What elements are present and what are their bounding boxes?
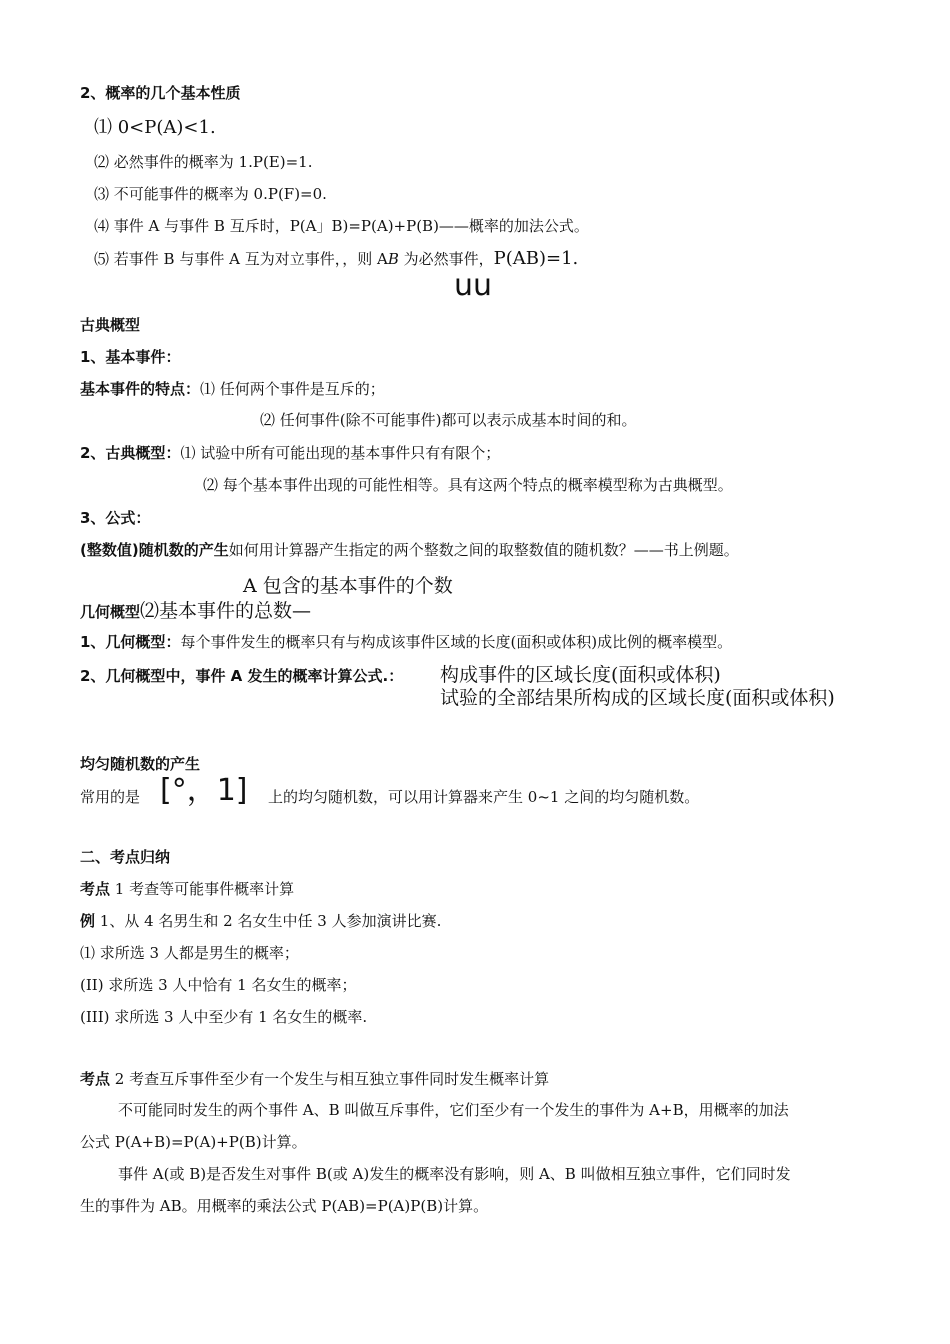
property-4: ⑷ 事件 A 与事件 B 互斥时，P(A」B)=P(A)+P(B)——概率的加法公式。	[94, 217, 589, 235]
geometric-title-line	[80, 600, 311, 623]
topic-1-label: 考点	[80, 880, 111, 898]
topic-2-label: 考点	[80, 1070, 111, 1088]
paragraph-1-line-1: 不可能同时发生的两个事件 A、B 叫做互斥事件，它们至少有一个发生的事件为 A+B，用概率的加法	[118, 1101, 789, 1119]
section-title-properties: 2、概率的几个基本性质	[80, 84, 241, 102]
example-1-label: 例	[80, 912, 96, 930]
question-2: (II) 求所选 3 人中恰有 1 名女生的概率；	[80, 976, 357, 994]
geometric-title: 几何概型	[80, 603, 141, 621]
property-5-italic-b: B	[387, 250, 399, 268]
geometric-formula-label: 2、几何概型中，事件 A 发生的概率计算公式.：	[80, 667, 404, 685]
geometric-def-text: 每个事件发生的概率只有与构成该事件区域的长度(面积或体积)成比例的概率模型。	[180, 633, 733, 651]
classical-model-def	[80, 443, 500, 463]
topic-2-text: 2 考查互斥事件至少有一个发生与相互独立事件同时发生概率计算	[110, 1070, 550, 1088]
classical-formula-numerator: A 包含的基本事件的个数	[243, 575, 453, 597]
classical-cond-1: ⑴ 试验中所有可能出现的基本事件只有有限个；	[180, 444, 501, 462]
geometric-definition	[80, 632, 732, 652]
uniform-text-a: 常用的是	[80, 788, 141, 806]
geometric-formula-numerator: 构成事件的区域长度(面积或体积)	[440, 664, 721, 686]
geometric-def-label: 1、几何概型：	[80, 633, 181, 651]
uniform-interval: [°，1]	[160, 773, 248, 808]
random-integer-label: (整数值)随机数的产生	[80, 541, 229, 559]
classical-cond-2: ⑵ 每个基本事件出现的可能性相等。具有这两个特点的概率模型称为古典概型。	[203, 476, 733, 494]
paragraph-1-line-2: 公式 P(A+B)=P(A)+P(B)计算。	[80, 1133, 307, 1151]
topic-1	[80, 879, 294, 899]
property-3: ⑶ 不可能事件的概率为 0.P(F)=0.	[94, 185, 327, 203]
uu-mark: uu	[454, 268, 493, 303]
basic-events-features	[80, 379, 385, 399]
basic-events-title: 1、基本事件：	[80, 348, 181, 366]
property-5-part-d: P(AB)=1.	[493, 248, 579, 269]
feature-2: ⑵ 任何事件(除不可能事件)都可以表示成基本时间的和。	[260, 411, 637, 429]
random-integer-line	[80, 540, 739, 560]
summary-title: 二、考点归纳	[80, 848, 171, 866]
example-1	[80, 911, 441, 931]
property-5-part-c: 为必然事件，	[398, 250, 494, 268]
random-integer-text: 如何用计算器产生指定的两个整数之间的取整数值的随机数？——书上例题。	[228, 541, 739, 559]
paragraph-2-line-2: 生的事件为 AB。用概率的乘法公式 P(AB)=P(A)P(B)计算。	[80, 1197, 489, 1215]
question-3: (III) 求所选 3 人中至少有 1 名女生的概率.	[80, 1008, 368, 1026]
paragraph-2-line-1: 事件 A(或 B)是否发生对事件 B(或 A)发生的概率没有影响，则 A、B 叫做相互独立事件，它们同时发	[118, 1165, 791, 1183]
feature-1: ⑴ 任何两个事件是互斥的；	[200, 380, 385, 398]
property-5	[94, 249, 578, 269]
classical-title: 古典概型	[80, 316, 141, 334]
formula-title: 3、公式：	[80, 509, 151, 527]
features-label: 基本事件的特点：	[80, 380, 201, 398]
question-1: ⑴ 求所选 3 人都是男生的概率；	[80, 944, 299, 962]
topic-2	[80, 1069, 549, 1089]
uniform-text-b: 上的均匀随机数，可以用计算器来产生 0~1 之间的均匀随机数。	[268, 788, 700, 806]
topic-1-text: 1 考查等可能事件概率计算	[110, 880, 295, 898]
classical-formula-denominator: ⑵基本事件的总数—	[140, 600, 312, 622]
example-1-text: 1、从 4 名男生和 2 名女生中任 3 人参加演讲比赛.	[95, 912, 442, 930]
geometric-formula-denominator: 试验的全部结果所构成的区域长度(面积或体积)	[440, 687, 835, 709]
property-1: ⑴ 0<P(A)<1.	[94, 117, 216, 138]
uniform-title: 均匀随机数的产生	[80, 755, 201, 773]
property-2: ⑵ 必然事件的概率为 1.P(E)=1.	[94, 153, 313, 171]
classical-model-label: 2、古典概型：	[80, 444, 181, 462]
property-5-part-a: ⑸ 若事件 B 与事件 A 互为对立事件，，则 A	[94, 250, 388, 268]
